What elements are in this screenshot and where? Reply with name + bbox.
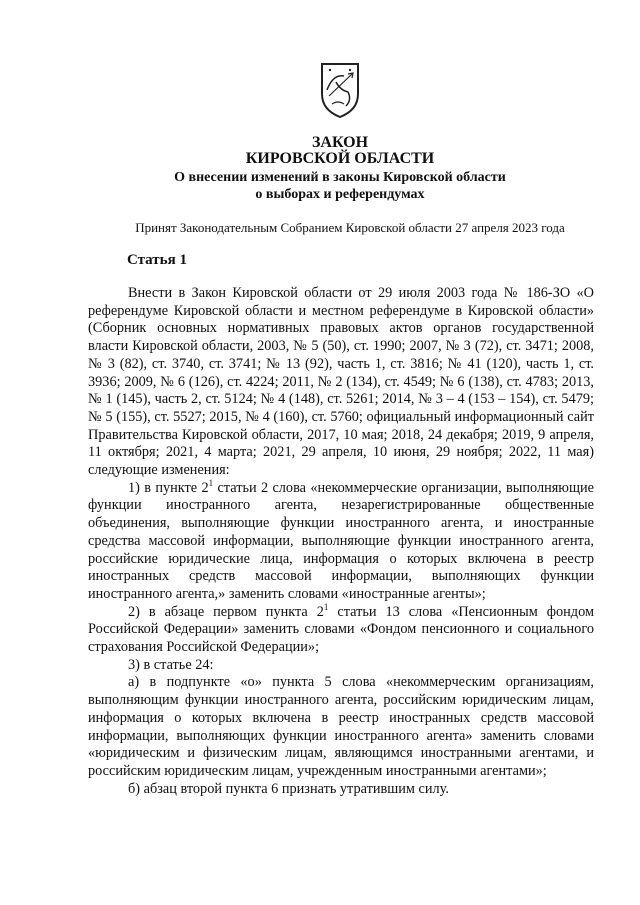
law-subject-line-1: О внесении изменений в законы Кировской области bbox=[174, 170, 506, 185]
amendment-1-text-b: статьи 2 слова «некоммерческие организации, выполняющие функции иностранного агента, незарегистрированные общественные объединения, выполняющие функции иностранного агента, и иностранные средства массовой информации, выполняющие функции иностранного агента, российские юридические лица, информация о которых включена в реестр иностранных средств массовой информации, выполняющих функции иностранного агента,» заменить словами «иностранные агенты»; bbox=[88, 479, 594, 602]
intro-paragraph: Внести в Закон Кировской области от 29 июля 2003 года № 186-ЗО «О референдуме Кировской области и местном референдуме в Кировской области» (Сборник основных нормативных правовых актов органов государственной власти Кировской области, 2003, № 5 (50), ст. 1990; 2007, № 3 (72), ст. 3471; 2008, № 3 (82), ст. 3740, ст. 3741; № 13 (92), часть 1, ст. 3816; № 41 (120), часть 1, ст. 3936; 2009, № 6 (126), ст. 4224; 2011, № 2 (134), ст. 4549; № 6 (138), ст. 4783; 2013, № 1 (145), часть 2, ст. 5124; № 4 (148), ст. 5261; 2014, № 3 – 4 (153 – 154), ст. 5479; № 5 (155), ст. 5527; 2015, № 4 (160), ст. 5760; официальный информационный сайт Правительства Кировской области, 2017, 10 мая; 2018, 24 декабря; 2019, 9 апреля, 11 октября; 2021, 4 марта; 2021, 29 апреля, 10 июня, 29 ноября; 2022, 11 мая) следующие изменения: bbox=[88, 285, 594, 479]
article-body bbox=[88, 285, 594, 798]
amendment-2 bbox=[88, 601, 594, 657]
amendment-2-text-b: статьи 13 слова «Пенсионным фондом Российской Федерации» заменить словами «Фондом пенсионного и социального страхования Российской Федерации»; bbox=[88, 603, 594, 656]
amendment-1-superscript: 1 bbox=[208, 477, 214, 488]
amendment-2-text-a: 2) в абзаце первом пункта 2 bbox=[128, 603, 324, 620]
adoption-note: Принят Законодательным Собранием Кировской области 27 апреля 2023 года bbox=[135, 220, 565, 235]
law-title: ЗАКОН bbox=[311, 134, 369, 151]
region-title: КИРОВСКОЙ ОБЛАСТИ bbox=[245, 150, 435, 167]
amendment-1 bbox=[88, 477, 594, 604]
amendment-3a: а) в подпункте «о» пункта 5 слова «некоммерческим организациям, выполняющим функции иностранного агента, российским юридическим лицам, информация о которых включена в реестр иностранных средств массовой информации, выполняющих функции иностранного агента» заменить словами «юридическим и физическим лицам, являющимся иностранными агентами, и российским юридическим лицам, учрежденным иностранными агентами»; bbox=[88, 674, 594, 779]
amendment-3b: б) абзац второй пункта 6 признать утратившим силу. bbox=[128, 780, 449, 797]
article-heading: Статья 1 bbox=[127, 252, 187, 268]
amendment-3: 3) в статье 24: bbox=[128, 656, 214, 673]
law-subject-line-2: о выборах и референдумах bbox=[255, 187, 425, 202]
amendment-1-text-a: 1) в пункте 2 bbox=[128, 479, 209, 496]
amendment-2-superscript: 1 bbox=[323, 601, 329, 612]
coat-of-arms-icon bbox=[318, 60, 362, 120]
